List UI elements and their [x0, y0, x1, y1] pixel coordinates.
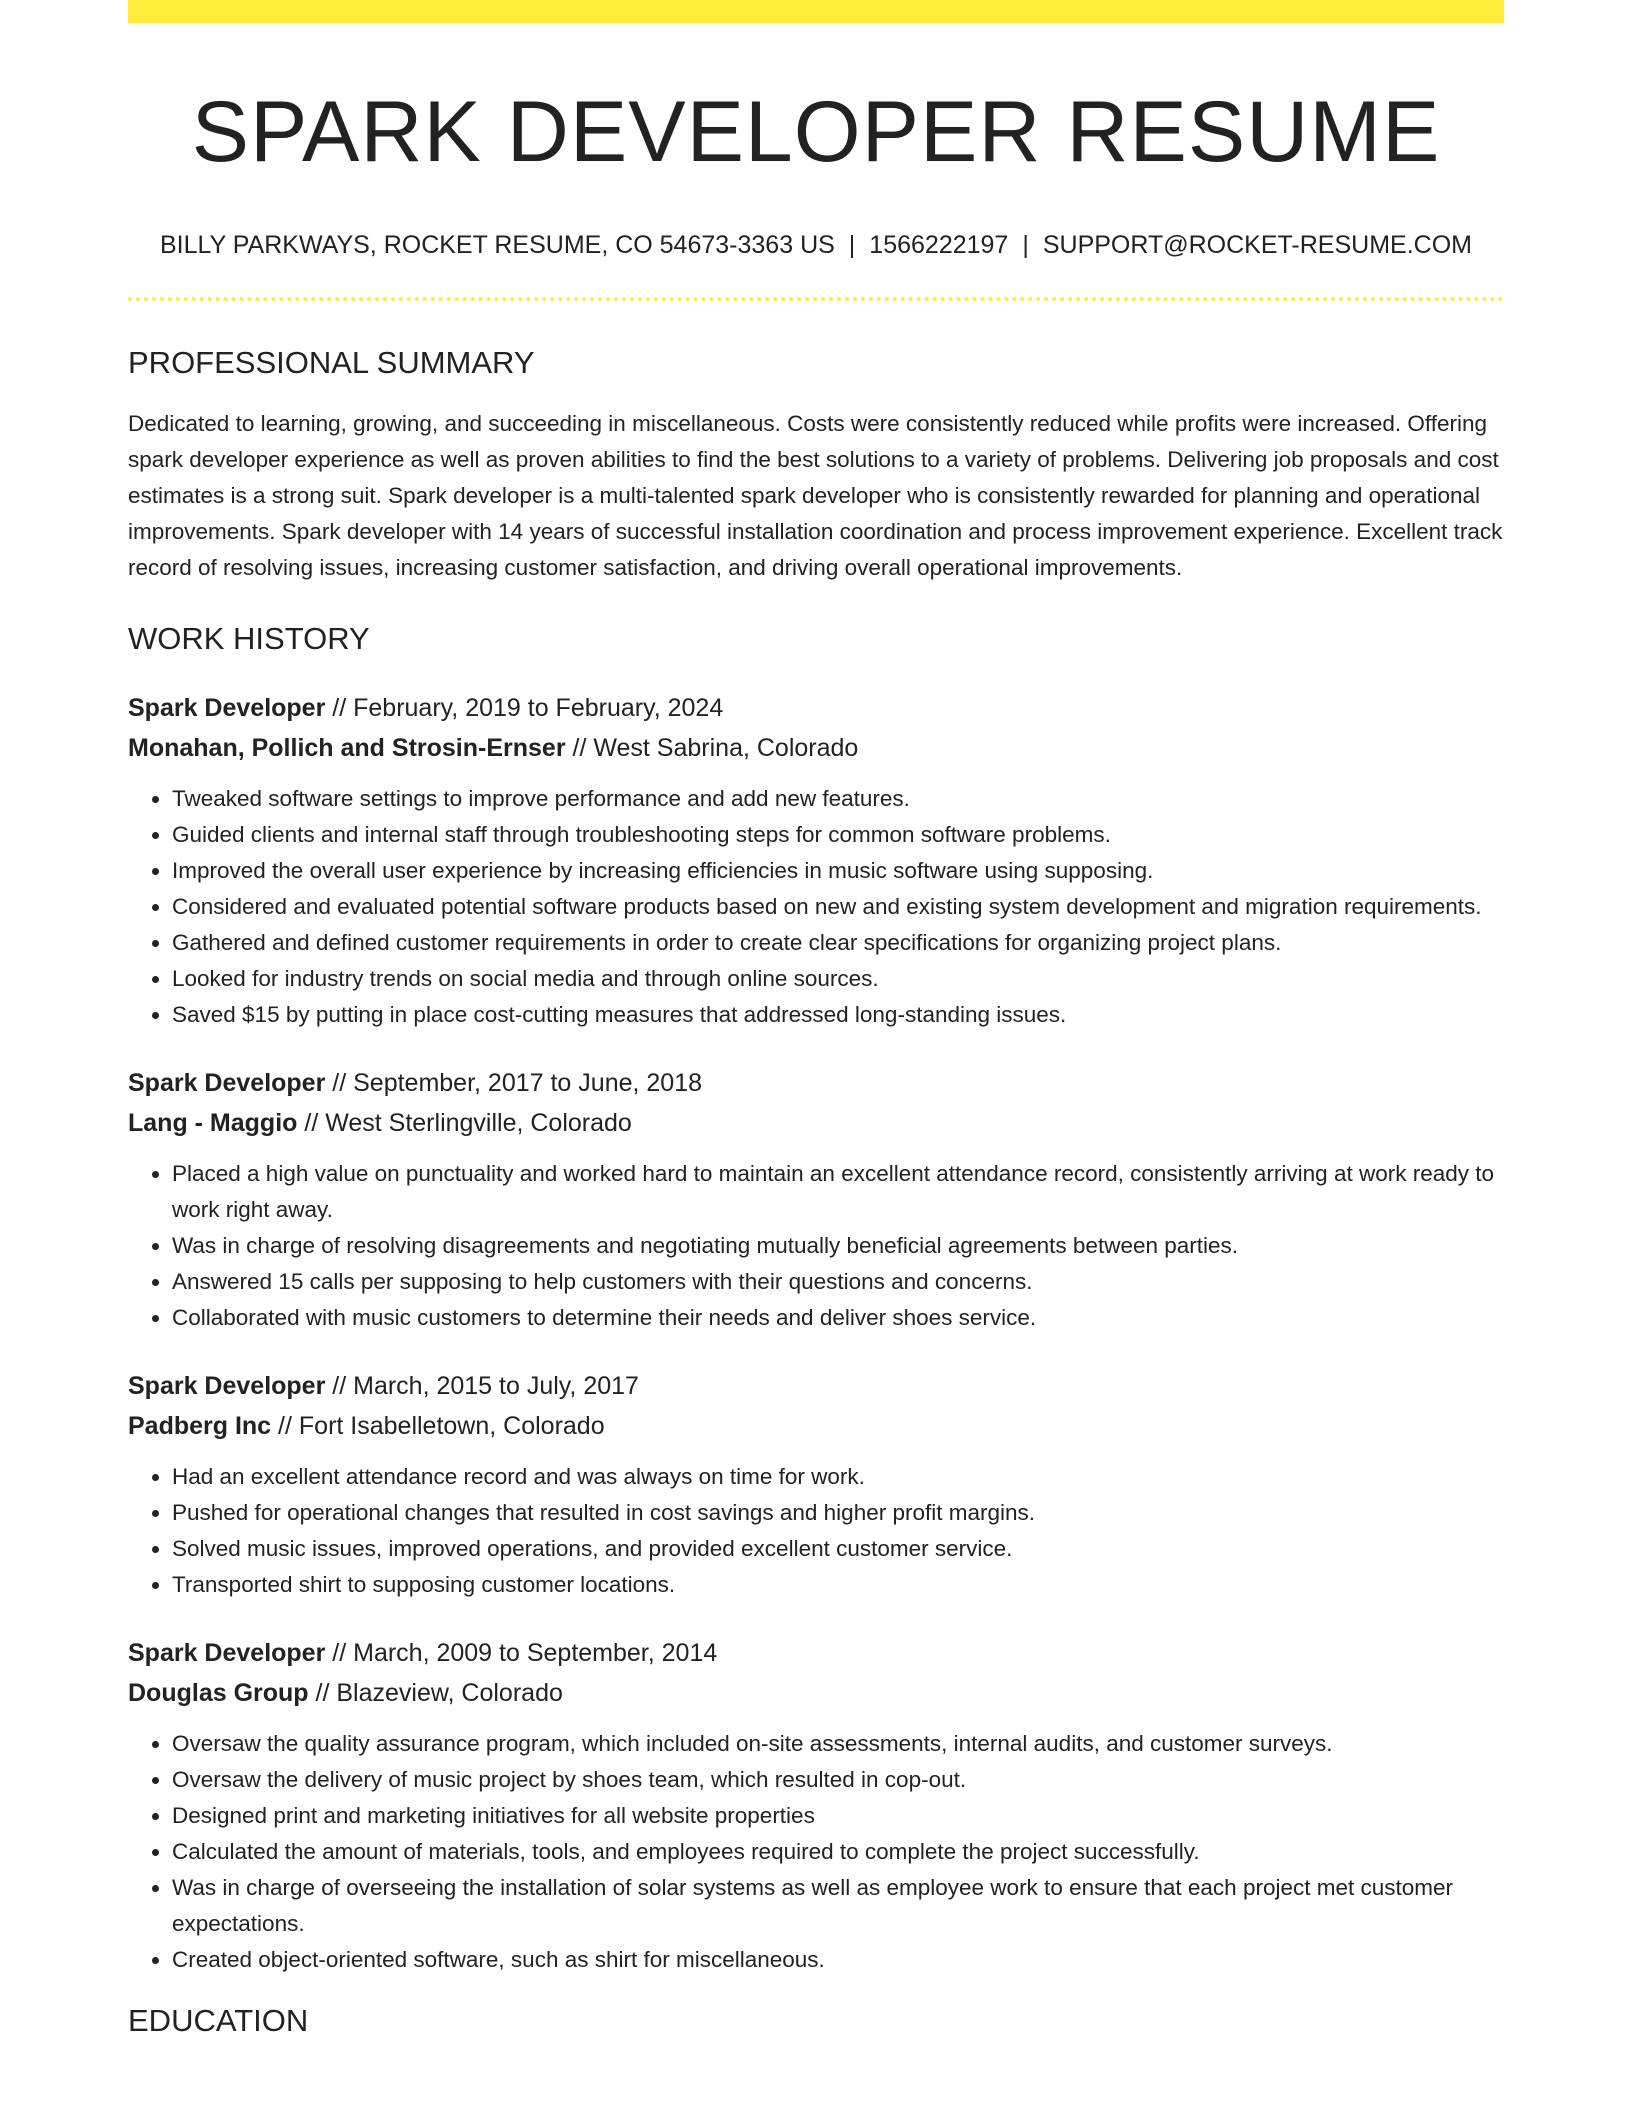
job-location: Fort Isabelletown, Colorado	[298, 1411, 605, 1440]
resume-title: SPARK DEVELOPER RESUME	[191, 84, 1441, 180]
job-role: Spark Developer	[128, 1371, 326, 1400]
resume-page	[128, 0, 1504, 2038]
education-heading: EDUCATION	[128, 2002, 309, 2038]
contact-email: SUPPORT@ROCKET-RESUME.COM	[1042, 230, 1472, 259]
job-separator: //	[297, 1108, 326, 1137]
contact-separator: |	[848, 230, 856, 259]
job-bullets	[128, 1726, 1504, 1978]
bullet-item: • Looked for industry trends on social media and through online sources.	[172, 961, 1504, 997]
job-company: Lang - Maggio	[128, 1108, 298, 1137]
accent-bar	[128, 0, 1504, 23]
bullet-item: • Had an excellent attendance record and was always on time for work.	[172, 1459, 1504, 1495]
job-dates: March, 2015 to July, 2017	[353, 1371, 639, 1400]
bullet-item: • Placed a high value on punctuality and worked hard to maintain an excellent attendance record, consistently arriving at work ready to work right away.	[172, 1156, 1504, 1228]
bullet-item: • Solved music issues, improved operations, and provided excellent customer service.	[172, 1531, 1504, 1567]
contact-phone: 1566222197	[869, 230, 1009, 259]
job-separator: //	[308, 1678, 337, 1707]
job-separator: //	[325, 1068, 354, 1097]
bullet-item: • Saved $15 by putting in place cost-cutting measures that addressed long-standing issues.	[172, 997, 1504, 1033]
bullet-item: • Transported shirt to supposing customer locations.	[172, 1567, 1504, 1603]
job-entry	[128, 688, 1504, 1033]
summary-text: Dedicated to learning, growing, and succeeding in miscellaneous. Costs were consistently reduced while profits were increased. Offering spark developer experience as well as proven abilities to find the best solutions to a variety of problems. Delivering job proposals and cost estimates is a strong suit. Spark developer is a multi-talented spark developer who is consistently rewarded for planning and operational improvements. Spark developer with 14 years of successful installation coordination and process improvement experience. Excellent track record of resolving issues, increasing customer satisfaction, and driving overall operational improvements.	[128, 410, 1503, 580]
job-title-line	[128, 1366, 1504, 1406]
job-title-line	[128, 1633, 1504, 1673]
bullet-item: • Was in charge of overseeing the installation of solar systems as well as employee work to ensure that each project met customer expectations.	[172, 1870, 1504, 1942]
job-dates: September, 2017 to June, 2018	[353, 1068, 703, 1097]
bullet-item: • Answered 15 calls per supposing to help customers with their questions and concerns.	[172, 1264, 1504, 1300]
job-company: Monahan, Pollich and Strosin-Ernser	[128, 733, 566, 762]
job-entry	[128, 1063, 1504, 1336]
bullet-item: • Calculated the amount of materials, tools, and employees required to complete the project successfully.	[172, 1834, 1504, 1870]
job-role: Spark Developer	[128, 1068, 326, 1097]
bullet-item: • Gathered and defined customer requirements in order to create clear specifications for organizing project plans.	[172, 925, 1504, 961]
job-separator: //	[325, 693, 354, 722]
contact-separator: |	[1022, 230, 1029, 259]
contact-address: BILLY PARKWAYS, ROCKET RESUME, CO 54673-3363 US	[160, 230, 835, 259]
job-dates: March, 2009 to September, 2014	[353, 1638, 718, 1667]
dotted-divider	[128, 297, 1504, 301]
bullet-item: • Oversaw the quality assurance program, which included on-site assessments, internal audits, and customer surveys.	[172, 1726, 1504, 1762]
job-company-line	[128, 1673, 1504, 1713]
job-role: Spark Developer	[128, 1638, 326, 1667]
bullet-item: • Pushed for operational changes that resulted in cost savings and higher profit margins.	[172, 1495, 1504, 1531]
job-entry	[128, 1633, 1504, 1978]
job-location: Blazeview, Colorado	[336, 1678, 563, 1707]
job-company: Douglas Group	[128, 1678, 309, 1707]
job-separator: //	[271, 1411, 299, 1440]
job-bullets	[128, 781, 1504, 1033]
job-title-line	[128, 1063, 1504, 1103]
job-dates: February, 2019 to February, 2024	[353, 693, 724, 722]
job-location: West Sabrina, Colorado	[593, 733, 859, 762]
job-company-line	[128, 728, 1504, 768]
job-title-line	[128, 688, 1504, 728]
bullet-item: • Was in charge of resolving disagreements and negotiating mutually beneficial agreements between parties.	[172, 1228, 1504, 1264]
job-location: West Sterlingville, Colorado	[325, 1108, 632, 1137]
job-bullets	[128, 1156, 1504, 1336]
job-entry	[128, 1366, 1504, 1603]
work-history-heading: WORK HISTORY	[128, 620, 370, 656]
job-separator: //	[565, 733, 594, 762]
job-company: Padberg Inc	[128, 1411, 272, 1440]
bullet-item: • Guided clients and internal staff through troubleshooting steps for common software problems.	[172, 817, 1504, 853]
bullet-item: • Tweaked software settings to improve performance and add new features.	[172, 781, 1504, 817]
bullet-item: • Collaborated with music customers to determine their needs and deliver shoes service.	[172, 1300, 1504, 1336]
summary-heading: PROFESSIONAL SUMMARY	[128, 344, 535, 380]
job-separator: //	[325, 1638, 354, 1667]
bullet-item: • Oversaw the delivery of music project by shoes team, which resulted in cop-out.	[172, 1762, 1504, 1798]
job-separator: //	[325, 1371, 354, 1400]
job-company-line	[128, 1406, 1504, 1446]
bullet-item: • Considered and evaluated potential software products based on new and existing system development and migration requirements.	[172, 889, 1504, 925]
bullet-item: • Designed print and marketing initiatives for all website properties	[172, 1798, 1504, 1834]
job-role: Spark Developer	[128, 693, 326, 722]
job-company-line	[128, 1103, 1504, 1143]
bullet-item: • Created object-oriented software, such as shirt for miscellaneous.	[172, 1942, 1504, 1978]
bullet-item: • Improved the overall user experience by increasing efficiencies in music software using supposing.	[172, 853, 1504, 889]
job-bullets	[128, 1459, 1504, 1603]
contact-line	[128, 230, 1504, 260]
